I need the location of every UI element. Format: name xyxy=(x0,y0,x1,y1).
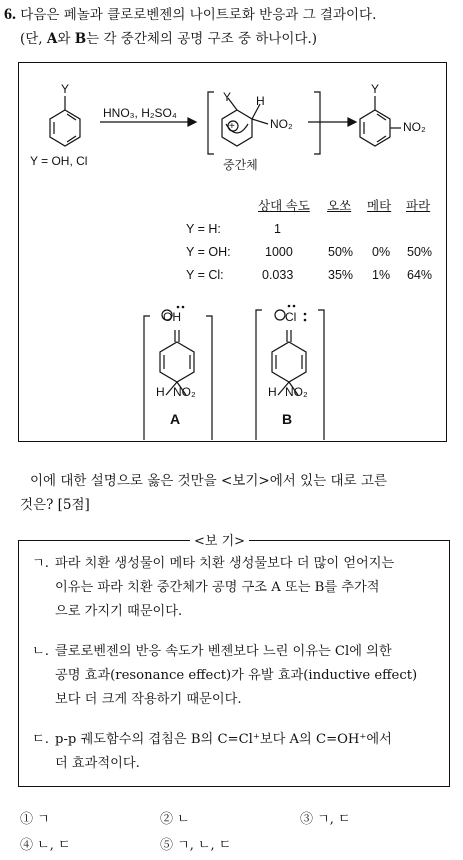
choice-1[interactable]: ① ㄱ xyxy=(20,812,50,827)
question-number: 6. xyxy=(4,6,16,23)
choice-2[interactable]: ② ㄴ xyxy=(160,812,190,827)
header-ortho: 오쏘 xyxy=(327,199,352,213)
bogi-item-2-line-3: 보다 더 크게 작용하기 때문이다. xyxy=(55,692,242,707)
choice-4[interactable]: ④ ㄴ, ㄷ xyxy=(20,838,71,853)
choice-5[interactable]: ⑤ ㄱ, ㄴ, ㄷ xyxy=(160,838,232,853)
cond-pre: (단, xyxy=(20,31,47,47)
reactant-Y: Y xyxy=(61,82,70,96)
question-header xyxy=(4,4,376,26)
product-Y: Y xyxy=(371,82,380,96)
structure-A-NO2: NO₂ xyxy=(173,385,196,399)
row-Cl-ortho: 35% xyxy=(328,268,354,282)
cond-B: B xyxy=(74,31,87,47)
structure-B-NO2: NO₂ xyxy=(285,385,308,399)
structure-B-label: B xyxy=(282,411,293,427)
intermediate-NO2: NO₂ xyxy=(270,117,293,131)
question-line-1: 다음은 페놀과 클로로벤젠의 나이트로화 반응과 그 결과이다. xyxy=(20,7,377,23)
bogi-item-1-line-3: 으로 가지기 때문이다. xyxy=(55,604,183,619)
header-rate: 상대 속도 xyxy=(258,199,310,213)
intermediate-H: H xyxy=(256,94,265,108)
row-Cl-meta: 1% xyxy=(372,268,391,282)
row-OH-label: Y = OH: xyxy=(186,245,231,259)
row-OH-rate: 1000 xyxy=(265,245,293,259)
prompt-line-1: 이에 대한 설명으로 옳은 것만을 <보기>에서 있는 대로 고른 xyxy=(30,473,387,489)
row-H-label: Y = H: xyxy=(186,222,221,236)
row-OH-para: 50% xyxy=(407,245,433,259)
structure-B-top: Cl xyxy=(285,310,297,324)
row-OH-meta: 0% xyxy=(372,245,391,259)
question-condition xyxy=(20,28,317,50)
bogi-title: <보 기> xyxy=(190,530,249,549)
row-OH-ortho: 50% xyxy=(328,245,354,259)
header-meta: 메타 xyxy=(367,199,392,213)
bogi-item-1-line-2: 이유는 파라 치환 중간체가 공명 구조 A 또는 B를 추가적 xyxy=(55,580,380,595)
prompt-line-2: 것은? [5점] xyxy=(20,497,90,513)
bogi-item-3-mark: ㄷ. xyxy=(32,732,49,747)
row-Cl-label: Y = Cl: xyxy=(186,268,224,282)
intermediate-plus: + xyxy=(229,121,235,132)
product-NO2: NO₂ xyxy=(403,120,426,134)
cond-post: 는 각 중간체의 공명 구조 중 하나이다.) xyxy=(86,31,318,47)
bogi-item-3-line-2: 더 효과적이다. xyxy=(55,756,140,771)
cond-mid: 와 xyxy=(57,31,75,47)
bogi-item-3-line-1: p-p 궤도함수의 겹침은 B의 C=Cl⁺보다 A의 C=OH⁺에서 xyxy=(55,732,392,747)
row-Cl-para: 64% xyxy=(407,268,433,282)
bogi-item-2-line-2: 공명 효과(resonance effect)가 유발 효과(inductive effect) xyxy=(55,668,418,683)
reagent-label: HNO₃, H₂SO₄ xyxy=(103,106,177,120)
y-definition: Y = OH, Cl xyxy=(30,154,88,168)
row-H-rate: 1 xyxy=(274,222,281,236)
bogi-item-2-line-1: 클로로벤젠의 반응 속도가 벤젠보다 느린 이유는 Cl에 의한 xyxy=(55,644,392,659)
structure-A-label: A xyxy=(170,411,181,427)
structure-A-top: OH xyxy=(163,310,181,324)
structure-A-H: H xyxy=(156,385,165,399)
structure-B-H: H xyxy=(268,385,277,399)
bogi-item-2-mark: ㄴ. xyxy=(32,644,49,659)
choice-3[interactable]: ③ ㄱ, ㄷ xyxy=(300,812,351,827)
intermediate-label: 중간체 xyxy=(223,158,258,172)
intermediate-Y: Y xyxy=(223,90,232,104)
bogi-item-1-line-1: 파라 치환 생성물이 메타 치환 생성물보다 더 많이 얻어지는 xyxy=(55,556,395,571)
bogi-item-1-mark: ㄱ. xyxy=(32,556,49,571)
row-Cl-rate: 0.033 xyxy=(262,268,294,282)
header-para: 파라 xyxy=(406,199,431,213)
cond-A: A xyxy=(46,31,58,47)
